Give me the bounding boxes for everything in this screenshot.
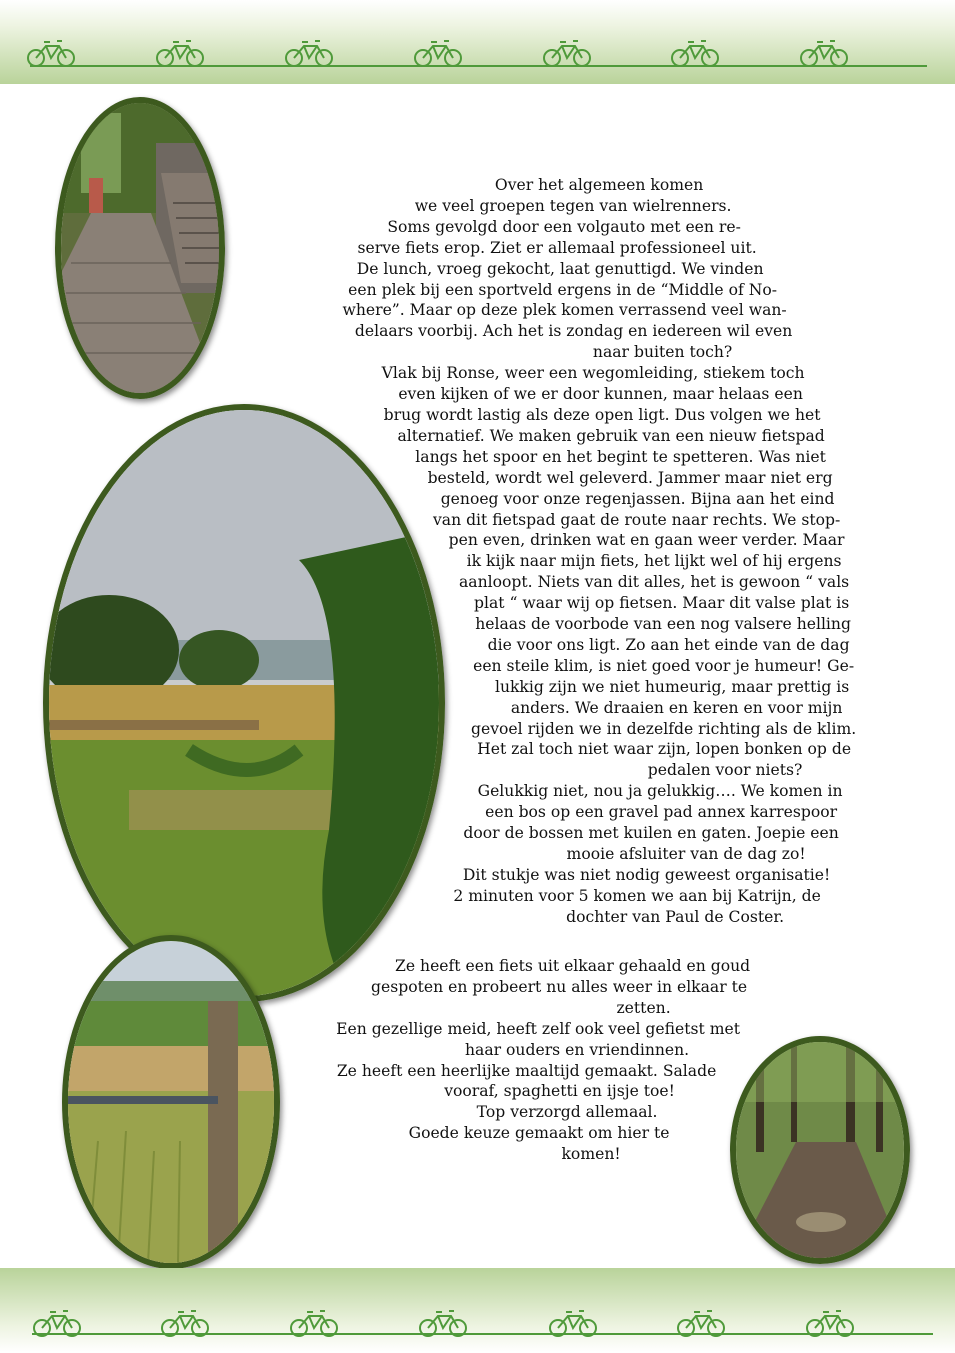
text-line: Het zal toch niet waar zijn, lopen bonken op de <box>477 740 852 759</box>
bicycle-icon <box>289 1308 339 1338</box>
bicycle-icon <box>799 38 849 68</box>
text-line: even kijken of we er door kunnen, maar helaas een <box>398 385 803 404</box>
story-text-2 <box>0 956 750 1165</box>
text-line: besteld, wordt wel geleverd. Jammer maar niet erg <box>427 468 833 487</box>
bicycle-icon <box>670 38 720 68</box>
bicycle-icon <box>284 38 334 68</box>
bicycle-icon <box>32 1308 82 1338</box>
text-line: Vlak bij Ronse, weer een wegomleiding, stiekem toch <box>381 364 805 383</box>
text-line: ik kijk naar mijn fiets, het lijkt wel of hij ergens <box>466 552 842 571</box>
text-line: brug wordt lastig als deze open ligt. Dus volgen we het <box>383 405 821 424</box>
story-text-1 <box>0 175 856 928</box>
text-line: naar buiten toch? <box>592 343 733 362</box>
bicycle-icon <box>548 1308 598 1338</box>
text-line: where”. Maar op deze plek komen verrassend veel wan- <box>342 301 787 320</box>
text-line: pen even, drinken wat en gaan weer verder. Maar <box>448 531 845 550</box>
text-line: we veel groepen tegen van wielrenners. <box>414 196 732 215</box>
text-line: alternatief. We maken gebruik van een nieuw fietspad <box>397 426 825 445</box>
header-band <box>0 0 955 84</box>
text-line: zetten. <box>616 998 671 1017</box>
text-line: 2 minuten voor 5 komen we aan bij Katrijn, de <box>453 886 821 905</box>
bicycle-icon <box>418 1308 468 1338</box>
text-line: De lunch, vroeg gekocht, laat genuttigd. We vinden <box>356 259 764 278</box>
text-line: Een gezellige meid, heeft zelf ook veel gefietst met <box>336 1019 741 1038</box>
text-line: Dit stukje was niet nodig geweest organisatie! <box>462 865 831 884</box>
text-line: een steile klim, is niet goed voor je humeur! Ge- <box>473 656 855 675</box>
bicycle-icon <box>542 38 592 68</box>
text-line: komen! <box>561 1145 621 1164</box>
bicycle-icon <box>676 1308 726 1338</box>
text-line: lukkig zijn we niet humeurig, maar prettig is <box>494 677 850 696</box>
footer-band <box>0 1268 955 1352</box>
text-line: een plek bij een sportveld ergens in de “Middle of No- <box>348 280 778 299</box>
text-line: Top verzorgd allemaal. <box>476 1103 658 1122</box>
text-line: vooraf, spaghetti en ijsje toe! <box>444 1082 675 1101</box>
text-line: delaars voorbij. Ach het is zondag en iedereen wil even <box>354 322 793 341</box>
bicycle-icon <box>160 1308 210 1338</box>
text-line: Gelukkig niet, nou ja gelukkig…. We komen in <box>477 782 843 801</box>
text-line: een bos op een gravel pad annex karrespoor <box>485 803 838 822</box>
text-line: Soms gevolgd door een volgauto met een re- <box>387 217 741 236</box>
text-line: haar ouders en vriendinnen. <box>465 1040 690 1059</box>
text-line: Ze heeft een fiets uit elkaar gehaald en goud <box>395 957 751 975</box>
text-line: gevoel rijden we in dezelfde richting als de klim. <box>471 719 857 738</box>
text-line: plat “ waar wij op fietsen. Maar dit valse plat is <box>473 594 850 613</box>
text-line: serve fiets erop. Ziet er allemaal professioneel uit. <box>357 238 757 257</box>
photo-forest-path <box>730 1036 910 1264</box>
text-line: Over het algemeen komen <box>494 176 704 194</box>
text-line: dochter van Paul de Coster. <box>566 907 785 926</box>
text-line: van dit fietspad gaat de route naar rechts. We stop- <box>432 510 841 529</box>
text-line: mooie afsluiter van de dag zo! <box>566 845 806 863</box>
text-line: gespoten en probeert nu alles weer in elkaar te <box>371 977 748 996</box>
text-line: langs het spoor en het begint te spetteren. Was niet <box>415 447 826 466</box>
text-line: helaas de voorbode van een nog valsere helling <box>475 615 851 634</box>
bicycle-icon <box>155 38 205 68</box>
bicycle-icon <box>26 38 76 68</box>
text-line: anders. We draaien en keren en voor mijn <box>510 698 843 717</box>
text-line: Ze heeft een heerlijke maaltijd gemaakt. Salade <box>336 1061 717 1080</box>
text-line: die voor ons ligt. Zo aan het einde van de dag <box>487 635 850 654</box>
bicycle-icon <box>413 38 463 68</box>
text-line: aanloopt. Niets van dit alles, het is gewoon “ vals <box>459 573 850 592</box>
text-line: door de bossen met kuilen en gaten. Joepie een <box>463 824 839 843</box>
text-line: genoeg voor onze regenjassen. Bijna aan het eind <box>440 489 835 508</box>
text-line: pedalen voor niets? <box>647 761 803 780</box>
bicycle-icon <box>805 1308 855 1338</box>
text-line: Goede keuze gemaakt om hier te <box>408 1124 670 1143</box>
